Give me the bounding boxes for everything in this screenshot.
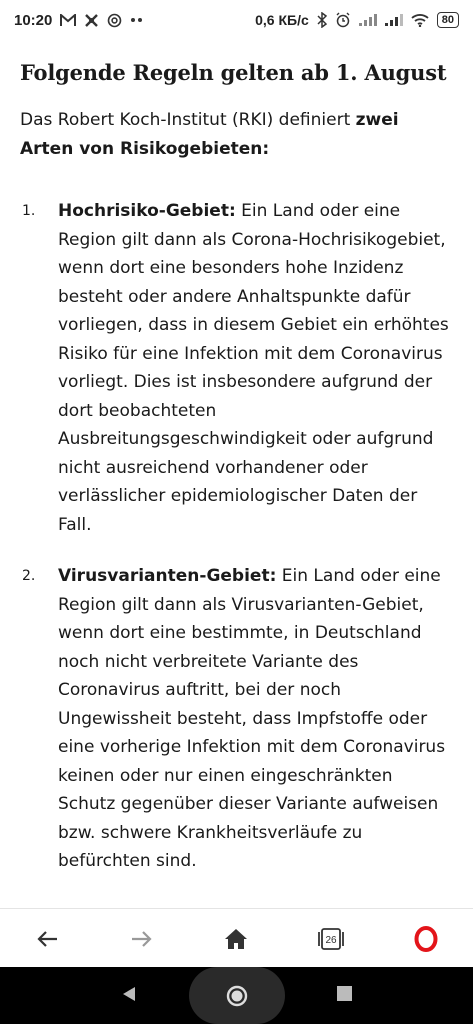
nav-back-button[interactable] bbox=[121, 986, 137, 1006]
wifi-icon bbox=[411, 13, 429, 27]
triangle-back-icon bbox=[121, 986, 137, 1002]
status-right bbox=[255, 12, 459, 28]
opera-logo-icon bbox=[414, 926, 438, 952]
list-number: 2. bbox=[22, 568, 36, 584]
bluetooth-icon bbox=[317, 12, 327, 28]
intro-bold: zwei Arten von Risikogebieten: bbox=[20, 110, 399, 159]
signal-icon-2 bbox=[385, 14, 403, 26]
signal-icon bbox=[359, 14, 377, 26]
home-button[interactable] bbox=[212, 915, 260, 963]
back-button[interactable] bbox=[23, 915, 71, 963]
list-item bbox=[20, 562, 450, 876]
list-term: Virusvarianten-Gebiet: bbox=[58, 566, 277, 586]
article-heading: Folgende Regeln gelten ab 1. August bbox=[20, 60, 447, 85]
list-number: 1. bbox=[22, 203, 36, 219]
forward-button[interactable] bbox=[118, 915, 166, 963]
status-time: 10:20 bbox=[14, 11, 53, 29]
list-text: Ein Land oder eine Region gilt dann als Virusvarianten-Gebiet, wenn dort eine bestimmte, in Deutschland noch nicht verbreitete Variante des Coronavirus auftritt, bei der noch Ungewissheit besteht, dass Impfstoffe oder eine vorherige Infektion mit dem Coronavirus keinen oder nur einen eingeschränkten Schutz gegenüber dieser Variante aufweisen bzw. schwere Krankheitsverläufe zu befürchten sind. bbox=[58, 566, 446, 871]
at-icon bbox=[107, 13, 122, 28]
browser-toolbar bbox=[0, 908, 473, 969]
circle-home-icon bbox=[226, 985, 248, 1007]
tabs-count: 26 bbox=[325, 935, 337, 946]
status-bar bbox=[0, 0, 473, 40]
nav-recents-button[interactable] bbox=[337, 986, 352, 1005]
intro-text: Das Robert Koch-Institut (RKI) definiert bbox=[20, 110, 356, 130]
list-item bbox=[20, 197, 450, 539]
arrow-left-icon bbox=[36, 930, 58, 948]
tabs-icon bbox=[317, 927, 345, 951]
arrow-right-icon bbox=[131, 930, 153, 948]
more-dots-icon bbox=[130, 17, 144, 23]
list-text: Ein Land oder eine Region gilt dann als Corona-Hochrisikogebiet, wenn dort eine besonders hohe Inzidenz besteht oder andere Anhaltspunkte dafür vorliegen, dass in diesem Gebiet ein erhöhtes Risiko für eine Infektion mit dem Coronavirus vorliegt. Dies ist insbesondere aufgrund der dort beobachteten Ausbreitungsgeschwindigkeit oder aufgrund nicht ausreichend vorhandener oder verlässlicher epidemiologischer Daten der Fall. bbox=[58, 201, 449, 535]
article bbox=[20, 58, 450, 876]
square-recents-icon bbox=[337, 986, 352, 1001]
battery-indicator: 80 bbox=[437, 12, 459, 28]
list-term: Hochrisiko-Gebiet: bbox=[58, 201, 236, 221]
nav-home-button[interactable] bbox=[189, 967, 285, 1024]
status-left bbox=[14, 12, 144, 29]
tabs-button[interactable] bbox=[307, 915, 355, 963]
gmail-icon bbox=[60, 14, 76, 27]
alarm-icon bbox=[335, 12, 351, 28]
home-icon bbox=[224, 928, 248, 950]
ninja-icon bbox=[84, 13, 99, 28]
opera-menu-button[interactable] bbox=[402, 915, 450, 963]
system-nav-bar bbox=[0, 967, 473, 1024]
risk-area-list bbox=[20, 197, 450, 876]
network-speed: 0,6 КБ/с bbox=[255, 12, 309, 28]
article-intro bbox=[20, 106, 450, 163]
